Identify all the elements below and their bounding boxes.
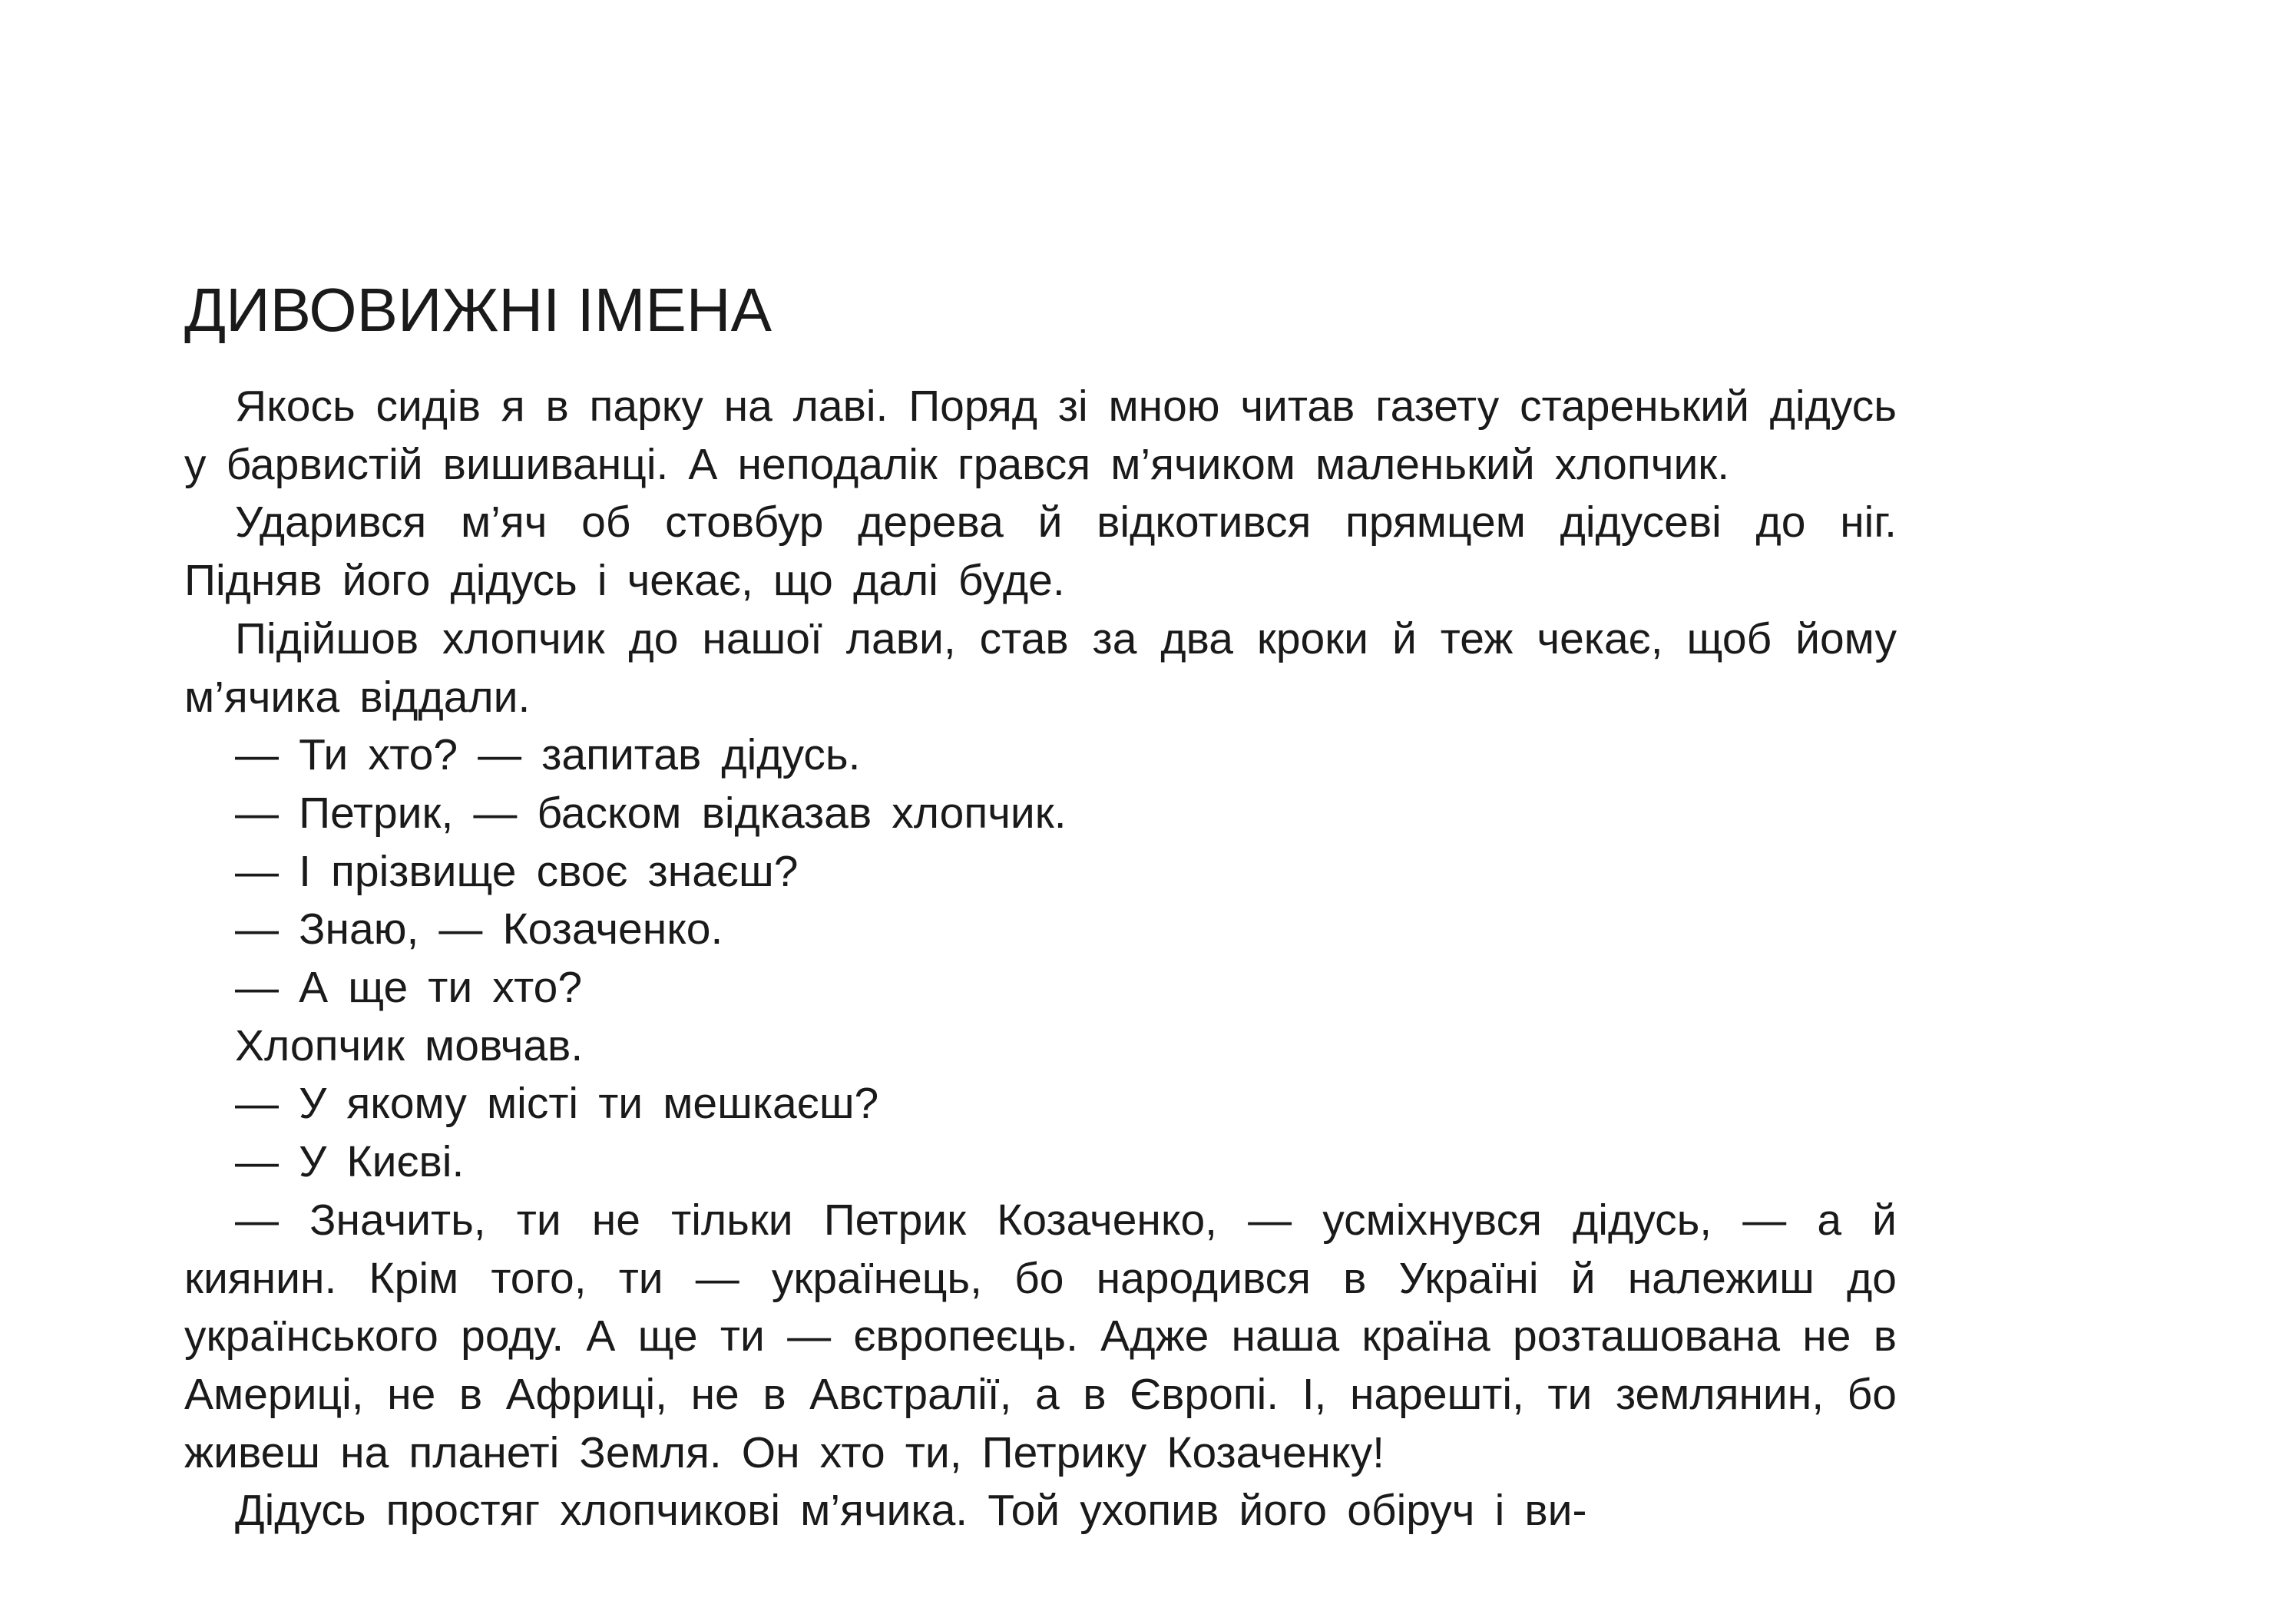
dialogue-line: — Значить, ти не тільки Петрик Козаченко, — усміхнувся дідусь, — а й киянин. Крім того, ти — українець, бо народився в Україні й належиш до українського роду. А ще ти — європеєць. Адже наша країна розташована не в Америці, не в Африці, не в Австралії, а в Європі. І, нарешті, ти землянин, бо живеш на планеті Земля. Он хто ти, Петрику Козаченку! xyxy=(184,1195,1897,1477)
paragraph: Дідусь простяг хлопчикові м’ячика. Той ухопив його обіруч і ви- xyxy=(235,1486,1587,1536)
document-title: ДИВОВИЖНІ ІМЕНА xyxy=(184,276,772,344)
paragraph: Хлопчик мовчав. xyxy=(235,1020,584,1070)
dialogue-line: — У Києві. xyxy=(235,1137,465,1187)
dialogue-line: — Петрик, — баском відказав хлопчик. xyxy=(235,788,1067,838)
paragraph: Підійшов хлопчик до нашої лави, став за два кроки й теж чекає, щоб йому м’ячика віддали. xyxy=(184,614,1897,722)
paragraph: Ударився м’яч об стовбур дерева й відкотився прямцем дідусеві до ніг. Підняв його дідусь і чекає, що далі буде. xyxy=(184,498,1897,606)
dialogue-line: — Ти хто? — запитав дідусь. xyxy=(235,730,861,780)
dialogue-line: — А ще ти хто? xyxy=(235,963,583,1013)
dialogue-line: — І прізвище своє знаєш? xyxy=(235,846,799,896)
story-text xyxy=(184,378,1897,1540)
paragraph: Якось сидів я в парку на лаві. Поряд зі мною читав газету старенький дідусь у барвистій вишиванці. А неподалік грався м’ячиком маленький хлопчик. xyxy=(184,382,1897,489)
dialogue-line: — У якому місті ти мешкаєш? xyxy=(235,1079,879,1129)
dialogue-line: — Знаю, — Козаченко. xyxy=(235,905,723,954)
